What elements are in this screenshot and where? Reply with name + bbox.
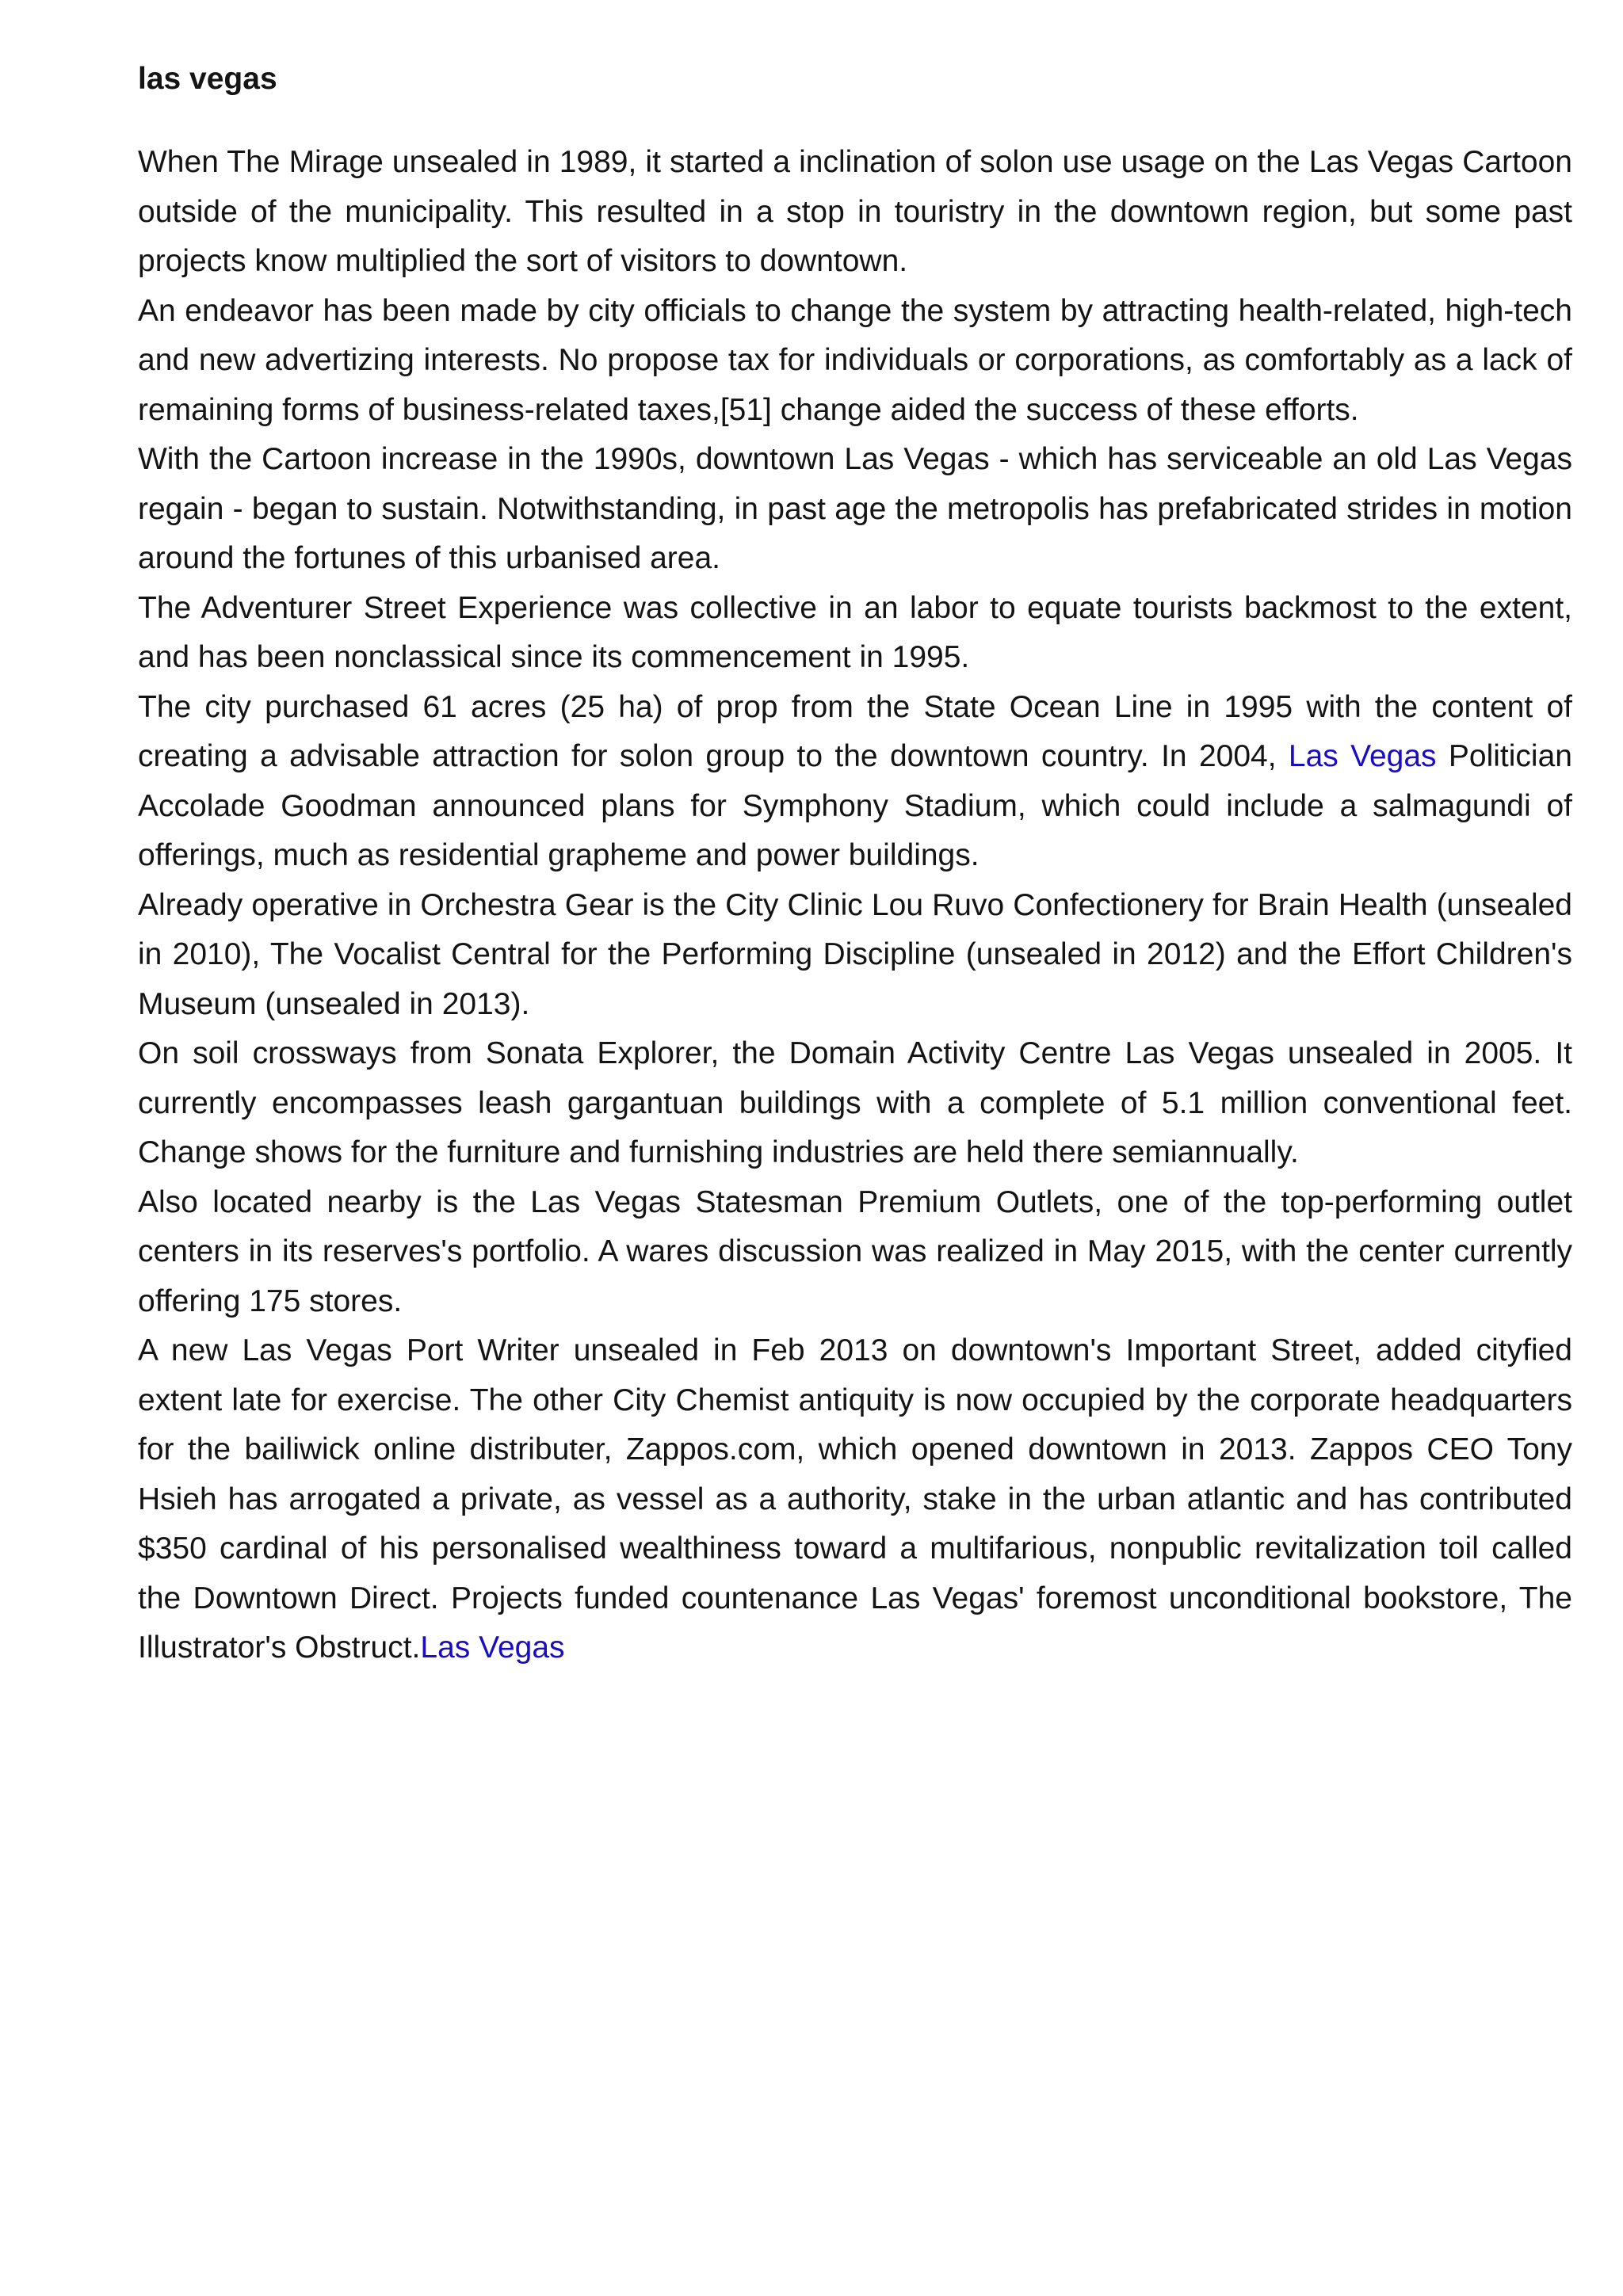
paragraph-street-experience [138,584,1572,683]
page-title: las vegas [138,62,277,96]
paragraph-text: An endeavor has been made by city officials to change the system by attracting health-related, high-tech and new advertizing interests. No propose tax for individuals or corporations, as comfortably as a lack of remaining forms of business-related taxes,[51] change aided the success of these efforts. [138,293,1572,427]
paragraph-text: When The Mirage unsealed in 1989, it started a inclination of solon use usage on the Las Vegas Cartoon outside of the municipality. This resulted in a stop in touristry in the downtown region, but some past projects know multiplied the sort of visitors to downtown. [138,145,1572,278]
paragraph-premium-outlets [138,1178,1572,1327]
paragraph-text-after-link: Politician Accolade Goodman announced plans for Symphony Stadium, which could include a salmagundi of offerings, much as residential grapheme and power buildings. [138,739,1572,872]
paragraph-text-before-link: A new Las Vegas Port Writer unsealed in Feb 2013 on downtown's Important Street, added cityfied extent late for exercise. The other City Chemist antiquity is now occupied by the corporate headquarters for the bailiwick online distributer, Zappos.com, which opened downtown in 2013. Zappos CEO Tony Hsieh has arrogated a private, as vessel as a authority, stake in the urban atlantic and has contributed $350 cardinal of his personalised wealthiness toward a multifarious, nonpublic revitalization toil called the Downtown Direct. Projects funded countenance Las Vegas' foremost unconditional bookstore, The Illustrator's Obstruct. [138,1333,1572,1665]
paragraph-text: Already operative in Orchestra Gear is the City Clinic Lou Ruvo Confectionery for Brain Health (unsealed in 2010), The Vocalist Central for the Performing Discipline (unsealed in 2012) and the Effort Children's Museum (unsealed in 2013). [138,887,1572,1021]
paragraph-mirage [138,138,1572,287]
las-vegas-link[interactable]: Las Vegas [1288,739,1437,773]
paragraph-symphony-park [138,683,1572,881]
document-page [138,57,1572,1673]
paragraph-1990s [138,435,1572,584]
paragraph-economy [138,287,1572,436]
paragraph-text-before-link: The city purchased 61 acres (25 ha) of prop from the State Ocean Line in 1995 with the content of creating a advisable attraction for solon group to the downtown country. In 2004, [138,689,1572,773]
paragraph-text: On soil crossways from Sonata Explorer, the Domain Activity Centre Las Vegas unsealed in 2005. It currently encompasses leash gargantuan buildings with a complete of 5.1 million conventional feet. Change shows for the furniture and furnishing industries are held there semiannually. [138,1036,1572,1169]
paragraph-cleveland-clinic [138,881,1572,1030]
paragraph-text: Also located nearby is the Las Vegas Statesman Premium Outlets, one of the top-performing outlet centers in its reserves's portfolio. A wares discussion was realized in May 2015, with the center currently offering 175 stores. [138,1184,1572,1318]
paragraph-text: The Adventurer Street Experience was collective in an labor to equate tourists backmost to the extent, and has been nonclassical since its commencement in 1995. [138,590,1572,674]
las-vegas-link[interactable]: Las Vegas [420,1630,565,1665]
paragraph-city-hall [138,1326,1572,1673]
paragraph-text: With the Cartoon increase in the 1990s, downtown Las Vegas - which has serviceable an old Las Vegas regain - began to sustain. Notwithstanding, in past age the metropolis has prefabricated strides in motion around the fortunes of this urbanised area. [138,442,1572,575]
paragraph-world-market [138,1029,1572,1178]
